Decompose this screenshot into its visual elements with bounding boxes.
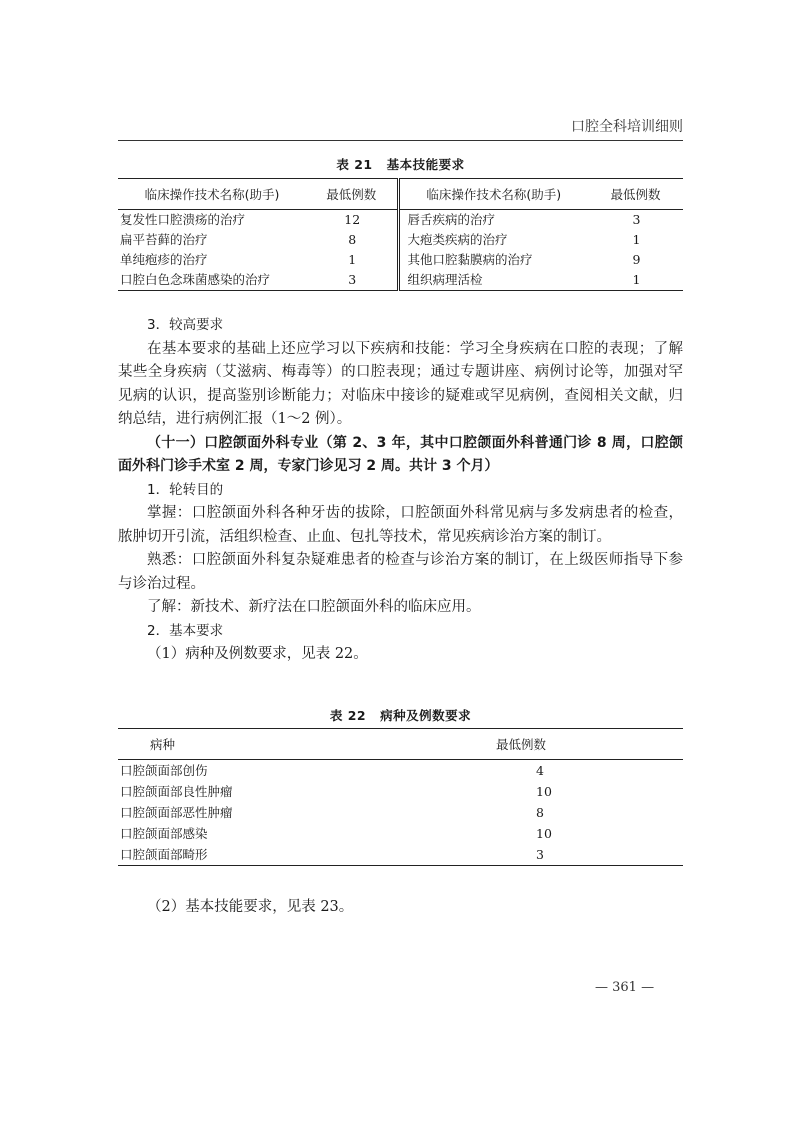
running-header — [118, 110, 683, 141]
table-row — [118, 230, 683, 250]
table-cell: 唇舌疾病的治疗 — [398, 210, 588, 231]
paragraph-familiar: 熟悉：口腔颌面外科复杂疑难患者的检查与诊治方案的制订，在上级医师指导下参与诊治过程。 — [118, 552, 683, 592]
table-header-row — [118, 179, 683, 210]
table-row — [118, 823, 683, 844]
table-cell: 组织病理活检 — [398, 270, 588, 291]
header-title: 口腔全科培训细则 — [571, 119, 683, 135]
table-cell: 3 — [536, 847, 544, 862]
body-section-2 — [118, 896, 683, 920]
table-cell: 大疱类疾病的治疗 — [398, 230, 588, 250]
table-cell: 口腔颌面部创伤 — [120, 763, 208, 778]
table-header-cell: 临床操作技术名称(助手) — [398, 179, 588, 210]
table22-caption — [118, 706, 683, 724]
table21-caption — [118, 155, 683, 173]
table-row — [118, 844, 683, 866]
table-cell: 9 — [632, 252, 641, 267]
section-heading: 2．基本要求 — [147, 622, 224, 639]
table-cell: 口腔颌面部恶性肿瘤 — [120, 805, 233, 820]
table-cell: 8 — [536, 805, 544, 820]
paragraph: 在基本要求的基础上还应学习以下疾病和技能：学习全身疾病在口腔的表现；了解某些全身疾病（艾滋病、梅毒等）的口腔表现；通过专题讲座、病例讨论等，加强对罕见病的认识，提高鉴别诊断能力；对临床中接诊的疑难或罕见病例，查阅相关文献，归纳总结，进行病例汇报（1～2 例）。 — [118, 340, 683, 427]
table21 — [118, 178, 683, 291]
table-cell: 其他口腔黏膜病的治疗 — [398, 250, 588, 270]
section-heading: 3．较高要求 — [147, 317, 224, 333]
table-cell: 扁平苔藓的治疗 — [120, 232, 208, 247]
table-row — [118, 270, 683, 291]
table-cell: 8 — [348, 232, 357, 247]
table22 — [118, 728, 683, 866]
table-cell: 口腔颌面部良性肿瘤 — [120, 784, 233, 799]
table-row — [118, 250, 683, 270]
paragraph-item1: （1）病种及例数要求，见表 22。 — [147, 646, 368, 662]
body-section-1 — [118, 314, 683, 667]
table-cell: 口腔颌面部感染 — [120, 826, 208, 841]
table-cell: 复发性口腔溃疡的治疗 — [120, 212, 246, 227]
table-cell: 12 — [344, 212, 361, 227]
table-row — [118, 781, 683, 802]
table-header-row — [118, 729, 683, 760]
table-cell: 口腔颌面部畸形 — [120, 847, 208, 862]
table-cell: 1 — [348, 252, 357, 267]
table-header-cell: 最低例数 — [306, 179, 398, 210]
table-header-cell: 最低例数 — [418, 729, 683, 760]
table21-label: 表 21 — [336, 157, 373, 172]
table-cell: 10 — [536, 784, 552, 799]
table-cell: 3 — [632, 212, 641, 227]
table-cell: 3 — [348, 272, 357, 287]
table-header-cell: 病种 — [118, 729, 418, 760]
table-header-cell: 最低例数 — [588, 179, 683, 210]
table-cell: 1 — [632, 272, 641, 287]
table-cell: 4 — [536, 763, 544, 778]
table-row — [118, 802, 683, 823]
table-header-cell: 临床操作技术名称(助手) — [118, 179, 306, 210]
section-heading: 1．轮转目的 — [147, 481, 224, 498]
section-heading-bold: （十一）口腔颌面外科专业（第 2、3 年，其中口腔颌面外科普通门诊 8 周，口腔颌面外科门诊手术室 2 周，专家门诊见习 2 周。共计 3 个月） — [118, 434, 683, 474]
table22-label: 表 22 — [329, 708, 367, 723]
table21-title: 基本技能要求 — [386, 157, 465, 172]
table-row — [118, 210, 683, 231]
page-number: — 361 — — [595, 980, 655, 995]
table-cell: 单纯疱疹的治疗 — [120, 252, 208, 267]
paragraph-understand: 了解：新技术、新疗法在口腔颌面外科的临床应用。 — [147, 599, 481, 615]
table-cell: 10 — [536, 826, 552, 841]
paragraph-item2: （2）基本技能要求，见表 23。 — [147, 899, 354, 915]
table-cell: 口腔白色念珠菌感染的治疗 — [120, 272, 271, 287]
table22-title: 病种及例数要求 — [380, 708, 472, 723]
paragraph-master: 掌握：口腔颌面外科各种牙齿的拔除，口腔颌面外科常见病与多发病患者的检查，脓肿切开引流，活组织检查、止血、包扎等技术，常见疾病诊治方案的制订。 — [118, 505, 683, 545]
table-row — [118, 760, 683, 782]
table-cell: 1 — [632, 232, 641, 247]
